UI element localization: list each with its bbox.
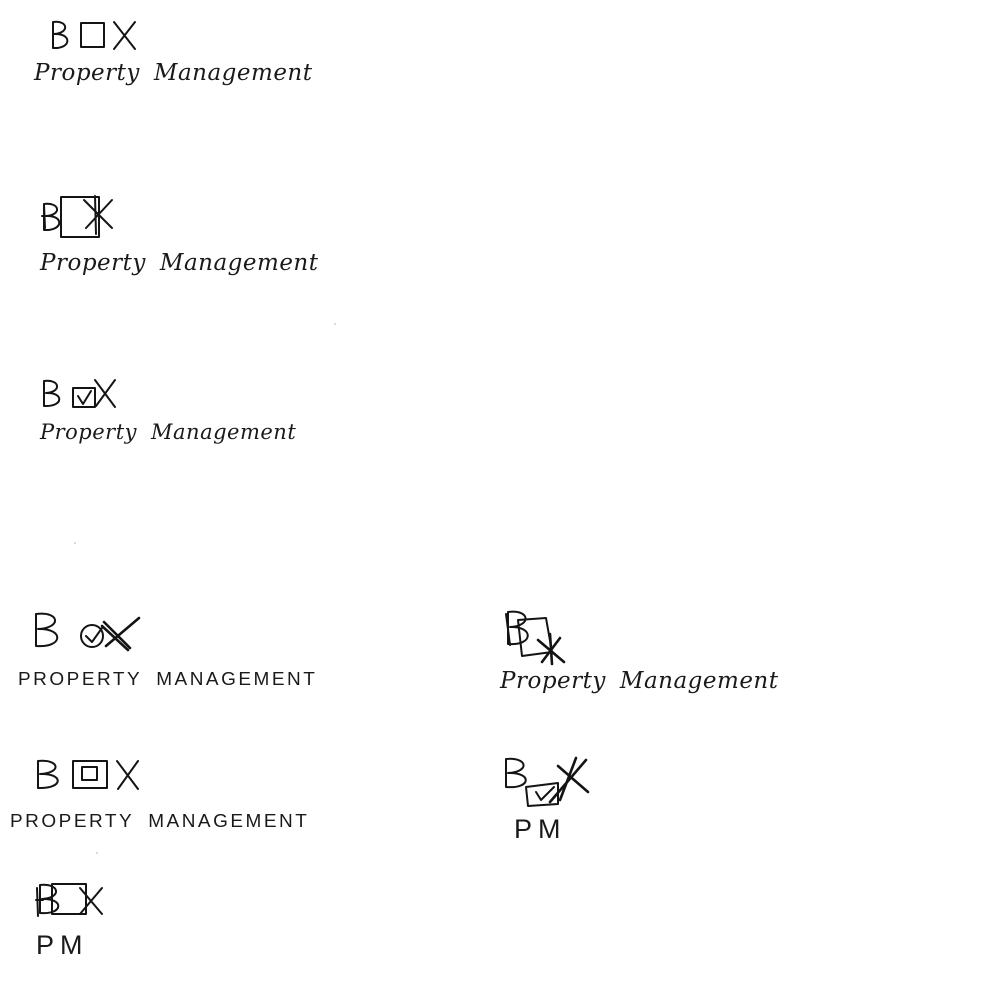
- caption-script: [40, 250, 319, 276]
- logo-sketch-4: [18, 608, 317, 692]
- box-logo-mark-check-circle-x: [18, 608, 148, 652]
- logo-sketch-2: [40, 194, 319, 276]
- logo-sketch-1: [34, 18, 313, 86]
- caption-initials: [514, 814, 600, 845]
- caption-caps: [10, 812, 309, 833]
- box-logo-mark-checkbox-o: [40, 376, 130, 412]
- caption-letter: M: [60, 930, 89, 960]
- logo-sketch-8: [34, 880, 114, 961]
- caption-word: Management: [159, 250, 319, 276]
- box-logo-mark-square-o: [34, 18, 144, 54]
- caption-word: Property: [40, 250, 146, 276]
- paper-speck: [74, 542, 76, 544]
- caption-initials: [36, 930, 114, 961]
- caption-script: [34, 60, 313, 86]
- caption-script: [500, 668, 779, 694]
- logo-sketch-7: [500, 756, 600, 845]
- logo-sketch-5: [500, 608, 779, 694]
- caption-word: Property: [500, 668, 606, 694]
- caption-caps: [18, 670, 317, 691]
- logo-sketch-6: [10, 758, 309, 834]
- caption-word: Property: [34, 60, 140, 86]
- box-logo-mark-overlapped-box: [40, 194, 130, 240]
- paper-speck: [334, 323, 336, 325]
- caption-word: PROPERTY: [18, 670, 143, 690]
- paper-speck: [96, 852, 98, 854]
- caption-letter: P: [36, 930, 61, 960]
- caption-word: Management: [619, 668, 779, 694]
- box-logo-mark-check-box-big-x: [500, 756, 600, 808]
- caption-word: Management: [153, 60, 313, 86]
- caption-word: Management: [151, 420, 297, 444]
- box-logo-mark-overlapped-box-small: [34, 880, 114, 920]
- caption-word: MANAGEMENT: [156, 670, 318, 690]
- box-logo-mark-tilted-box: [500, 608, 580, 666]
- caption-word: MANAGEMENT: [148, 812, 310, 832]
- caption-letter: M: [538, 814, 567, 844]
- box-logo-mark-nested-square: [10, 758, 150, 794]
- caption-word: Property: [40, 420, 138, 444]
- caption-script: [40, 420, 296, 444]
- logo-sketch-3: [40, 376, 296, 444]
- caption-letter: P: [514, 814, 539, 844]
- caption-word: PROPERTY: [10, 812, 135, 832]
